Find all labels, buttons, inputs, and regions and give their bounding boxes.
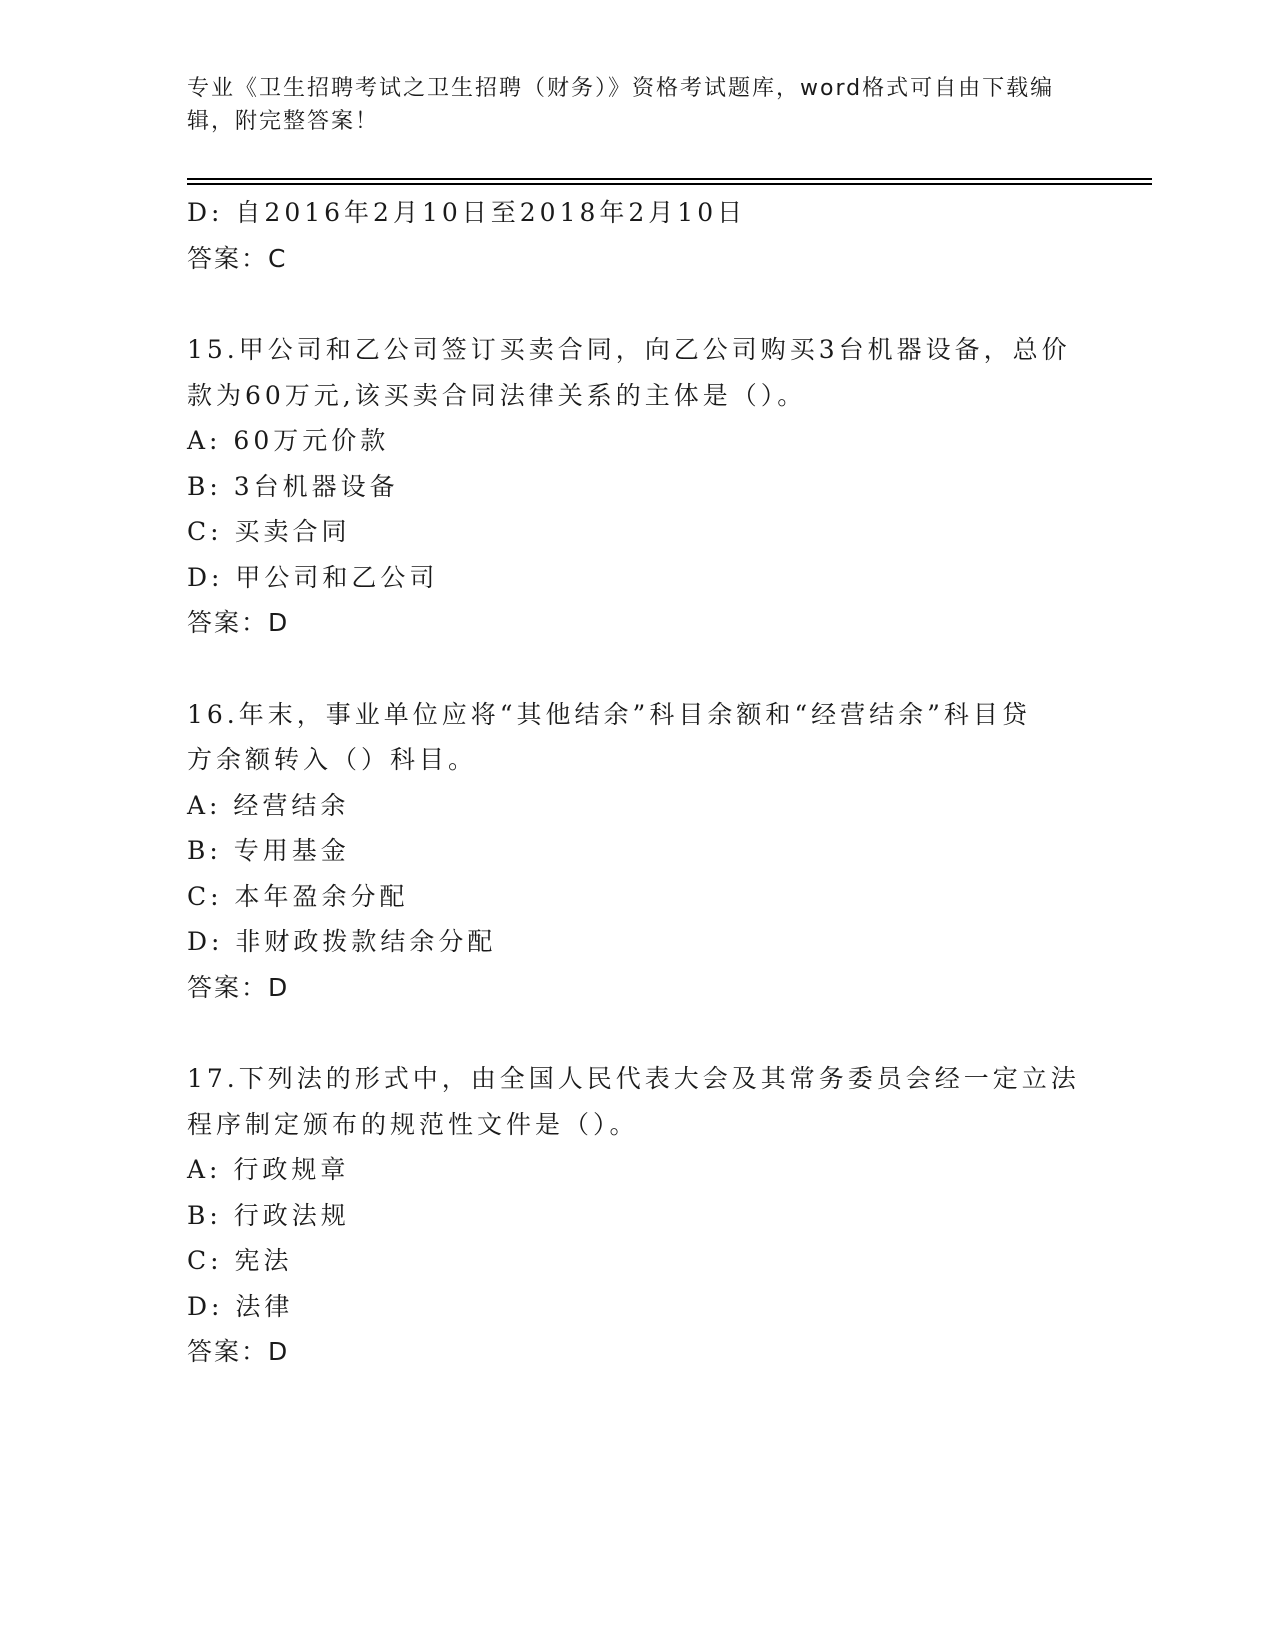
question-content bbox=[187, 190, 1087, 1375]
answer-line: 答案：C bbox=[187, 243, 288, 273]
question-15 bbox=[187, 327, 1087, 646]
option-b: B: 行政法规 bbox=[187, 1200, 350, 1230]
option-b: B: 专用基金 bbox=[187, 836, 350, 865]
question-stem-line: 17.下列法的形式中，由全国人民代表大会及其常务委员会经一定立法 bbox=[187, 1064, 1080, 1093]
question-stem-line: 程序制定颁布的规范性文件是（）。 bbox=[187, 1109, 639, 1139]
question-stem-line: 方余额转入（）科目。 bbox=[187, 745, 478, 774]
option-d: D: 甲公司和乙公司 bbox=[187, 562, 439, 592]
option-c: C: 宪法 bbox=[187, 1246, 293, 1275]
option-c: C: 买卖合同 bbox=[187, 517, 351, 546]
question-stem-line: 款为60万元,该买卖合同法律关系的主体是（）。 bbox=[187, 380, 807, 410]
option-b: B: 3台机器设备 bbox=[187, 471, 399, 501]
option-a: A: 行政规章 bbox=[187, 1155, 350, 1184]
answer-line: 答案：D bbox=[187, 608, 290, 637]
previous-question-tail bbox=[187, 190, 1087, 281]
option-d: D: 自2016年2月10日至2018年2月10日 bbox=[187, 198, 747, 227]
question-17 bbox=[187, 1056, 1087, 1375]
answer-line: 答案：D bbox=[187, 972, 290, 1002]
option-a: A: 60万元价款 bbox=[187, 426, 390, 455]
header-note: 专业《卫生招聘考试之卫生招聘（财务）》资格考试题库，word格式可自由下载编辑，附完整答案！ bbox=[187, 76, 1055, 134]
header-divider-top bbox=[187, 178, 1152, 180]
option-a: A: 经营结余 bbox=[187, 790, 350, 820]
question-16 bbox=[187, 692, 1087, 1011]
question-stem-line: 15.甲公司和乙公司签订买卖合同，向乙公司购买3台机器设备，总价 bbox=[187, 335, 1071, 364]
option-d: D: 法律 bbox=[187, 1291, 294, 1321]
question-stem-line: 16.年末，事业单位应将“其他结余”科目余额和“经营结余”科目贷 bbox=[187, 699, 1031, 729]
option-d: D: 非财政拨款结余分配 bbox=[187, 927, 497, 956]
option-c: C: 本年盈余分配 bbox=[187, 881, 409, 911]
answer-line: 答案：D bbox=[187, 1337, 290, 1366]
header-divider-bottom bbox=[187, 183, 1152, 185]
